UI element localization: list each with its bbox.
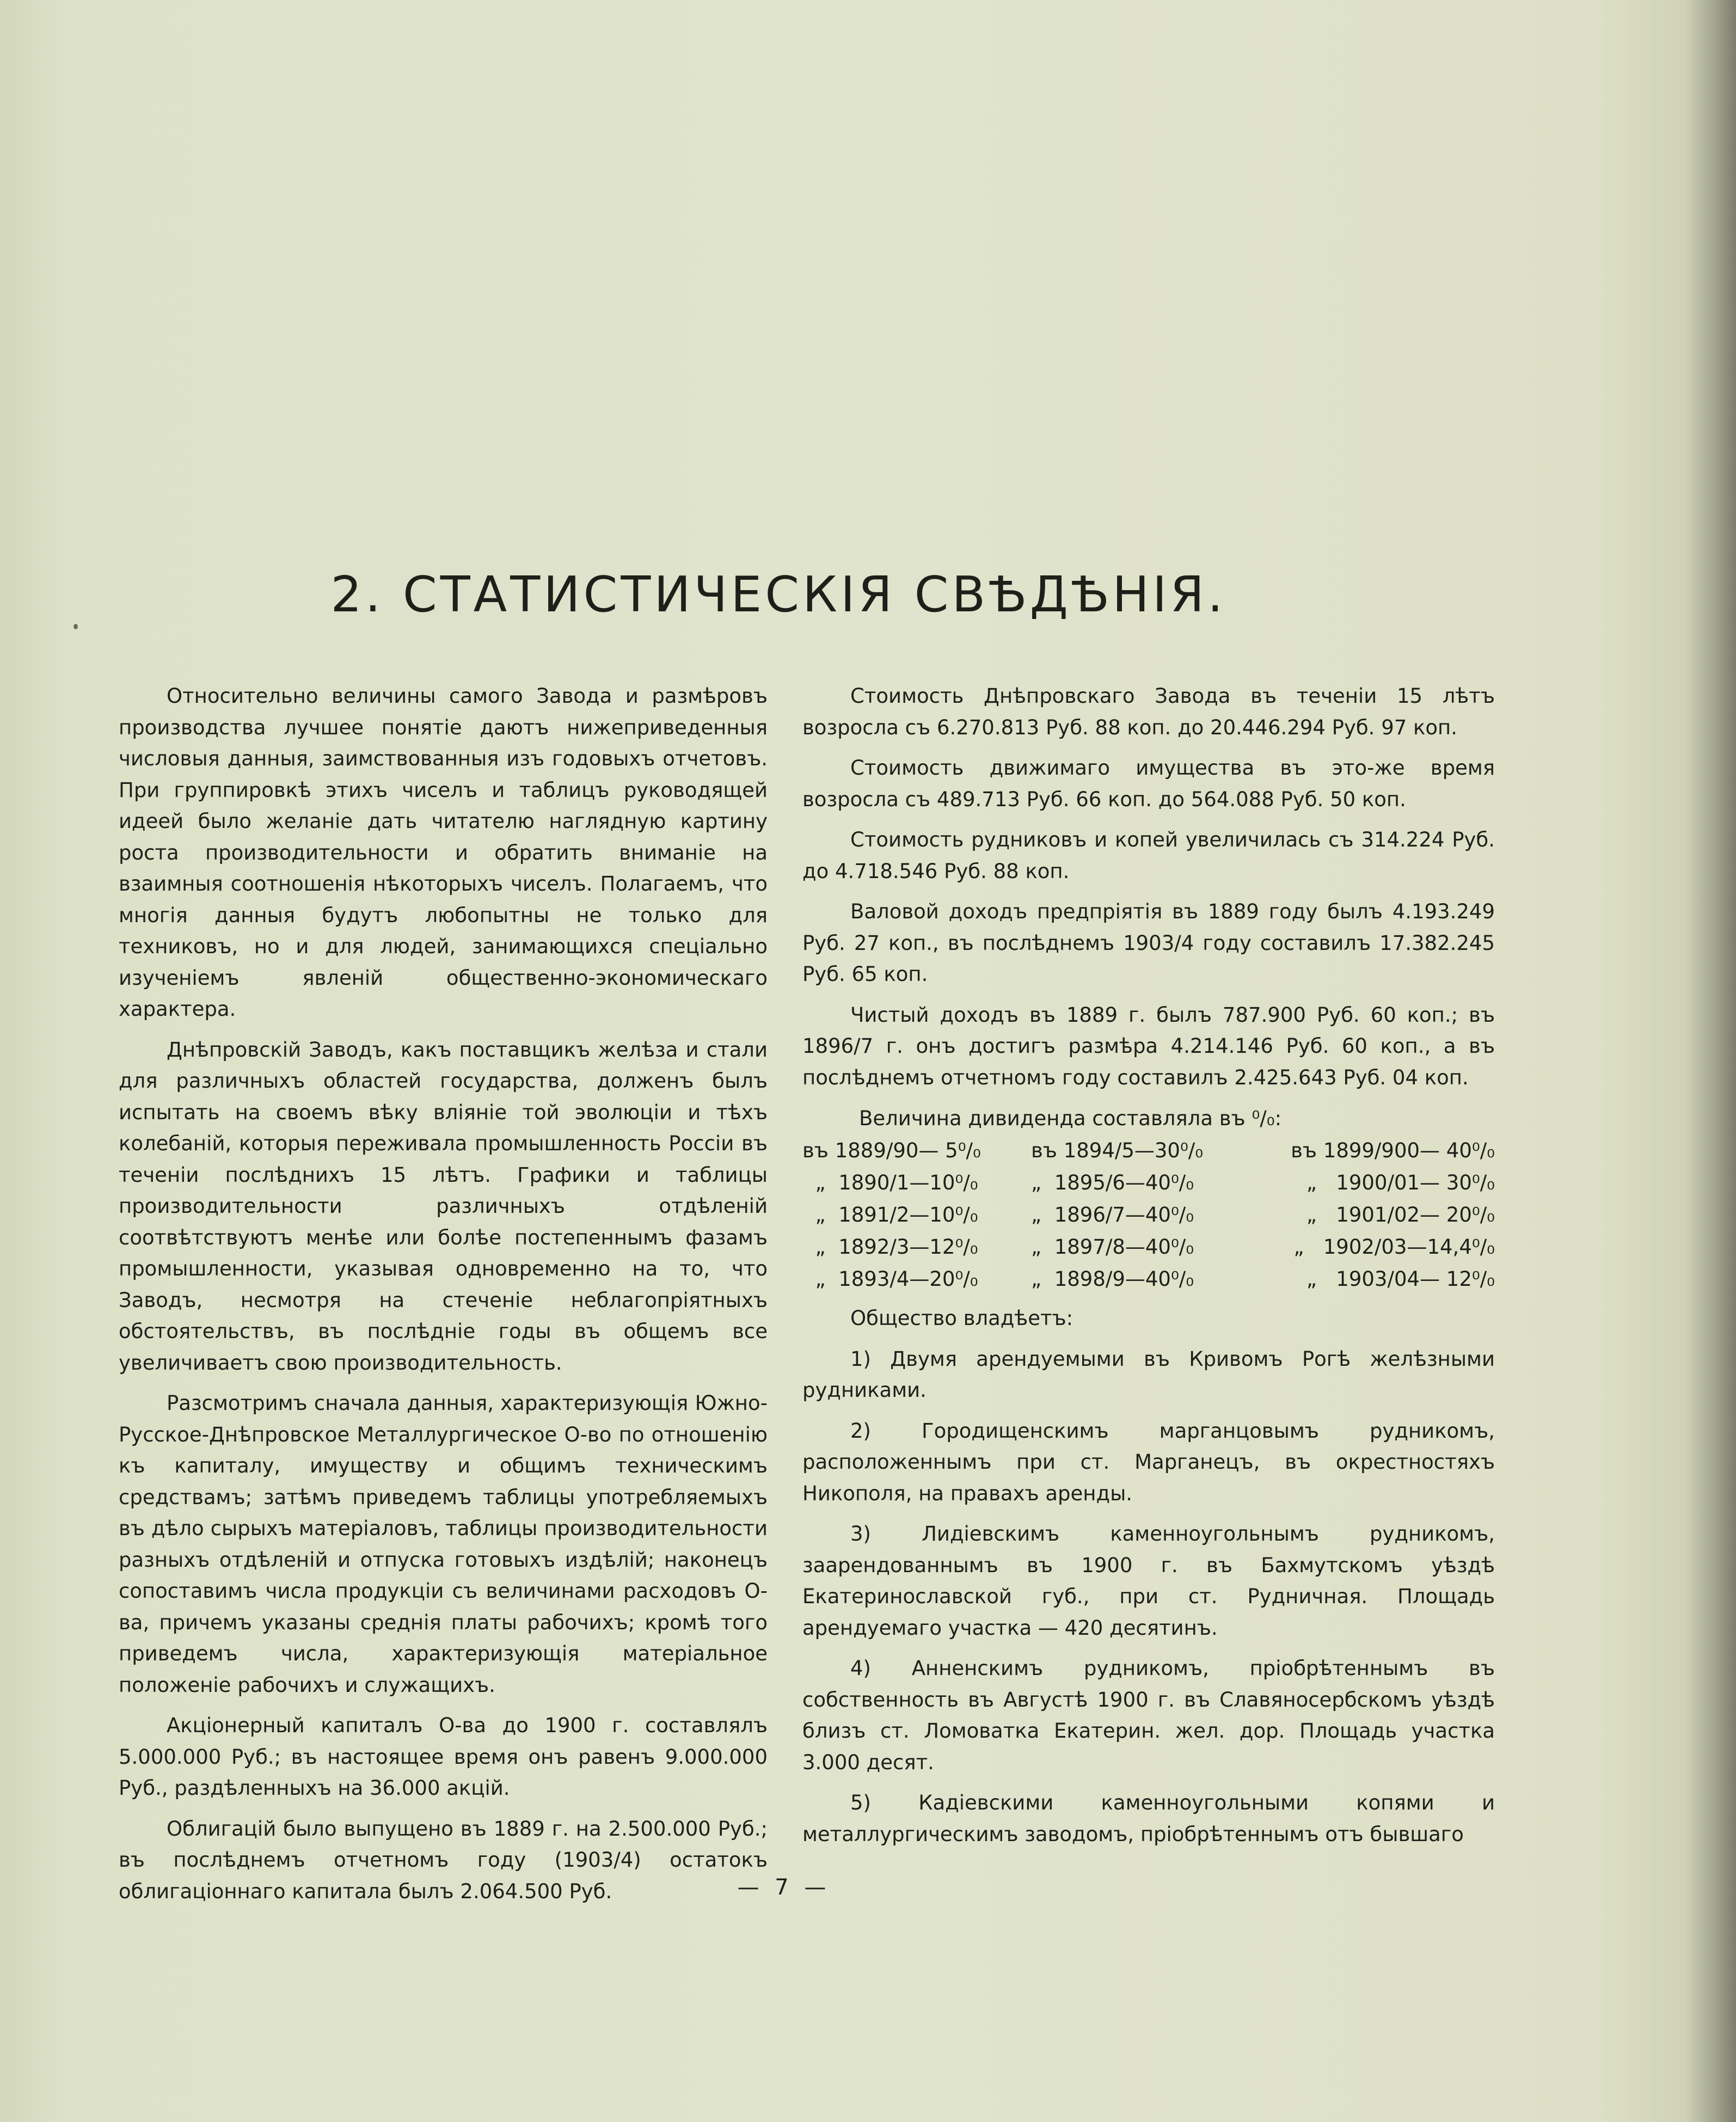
page-edge-shadow bbox=[1687, 0, 1736, 2122]
dividend-cell: „ 1895/6—40⁰/₀ bbox=[1031, 1171, 1194, 1194]
dividend-cell: „ 1896/7—40⁰/₀ bbox=[1031, 1203, 1194, 1226]
paragraph: Валовой доходъ предпріятія въ 1889 году былъ 4.193.249 Руб. 27 коп., въ послѣднемъ 1903/4 году составилъ 17.382.245 Руб. 65 коп. bbox=[802, 900, 1495, 986]
left-column bbox=[119, 680, 768, 1916]
dividend-cell: въ 1889/90— 5⁰/₀ bbox=[802, 1139, 981, 1162]
dividend-cell: „ 1893/4—20⁰/₀ bbox=[802, 1267, 978, 1291]
dividend-title: Величина дивиденда составляла въ ⁰/₀: bbox=[859, 1107, 1282, 1130]
dividend-cell: „ 1903/04— 12⁰/₀ bbox=[1306, 1267, 1495, 1291]
dividend-cell: „ 1897/8—40⁰/₀ bbox=[1031, 1235, 1194, 1259]
dividend-cell: „ 1900/01— 30⁰/₀ bbox=[1306, 1171, 1495, 1194]
paragraph: Стоимость Днѣпровскаго Завода въ теченіи 15 лѣтъ возросла съ 6.270.813 Руб. 88 коп. до 20.446.294 Руб. 97 коп. bbox=[802, 684, 1495, 739]
paragraph: Облигацій было выпущено въ 1889 г. на 2.500.000 Руб.; въ послѣднемъ отчетномъ году (1903/4) остатокъ облигаціоннаго капитала былъ 2.064.500 Руб. bbox=[119, 1817, 768, 1903]
paragraph: Чистый доходъ въ 1889 г. былъ 787.900 Руб. 60 коп.; въ 1896/7 г. онъ достигъ размѣра 4.214.146 Руб. 60 коп., а въ послѣднемъ отчетномъ году составилъ 2.425.643 Руб. 04 коп. bbox=[802, 1003, 1495, 1089]
dividend-row bbox=[802, 1167, 1495, 1199]
dividend-row bbox=[802, 1199, 1495, 1231]
paragraph: Акціонерный капиталъ О-ва до 1900 г. составлялъ 5.000.000 Руб.; въ настоящее время онъ равенъ 9.000.000 Руб., раздѣленныхъ на 36.000 акцій. bbox=[119, 1714, 768, 1800]
dividend-cell: „ 1901/02— 20⁰/₀ bbox=[1306, 1203, 1495, 1226]
dividend-row bbox=[802, 1134, 1495, 1167]
page-number: — 7 — bbox=[737, 1875, 831, 1900]
right-column bbox=[802, 680, 1495, 1859]
list-item: 4) Анненскимъ рудникомъ, пріобрѣтеннымъ въ собственность въ Августѣ 1900 г. въ Славяносербскомъ уѣздѣ близъ ст. Ломоватка Екатерин. жел. дор. Площадь участка 3.000 десят. bbox=[802, 1657, 1495, 1774]
dividend-cell: „ 1902/03—14,4⁰/₀ bbox=[1293, 1235, 1495, 1259]
paragraph: Стоимость рудниковъ и копей увеличилась съ 314.224 Руб. до 4.718.546 Руб. 88 коп. bbox=[802, 828, 1495, 883]
dividend-cell: „ 1892/3—12⁰/₀ bbox=[802, 1235, 978, 1259]
dividend-cell: „ 1898/9—40⁰/₀ bbox=[1031, 1267, 1194, 1291]
paragraph: Днѣпровскій Заводъ, какъ поставщикъ желѣза и стали для различныхъ областей государства, долженъ былъ испытать на своемъ вѣку вліяніе той эволюціи и тѣхъ колебаній, которыя переживала промышленность Россіи въ теченіи послѣднихъ 15 лѣтъ. Графики и таблицы производительности различныхъ отдѣленій соотвѣтствуютъ менѣе или болѣе постепеннымъ фазамъ промышленности, указывая одновременно на то, что Заводъ, несмотря на стеченіе неблагопріятныхъ обстоятельствъ, въ послѣдніе годы въ общемъ все увеличиваетъ свою производительность. bbox=[119, 1038, 768, 1375]
dividend-cell: „ 1891/2—10⁰/₀ bbox=[802, 1203, 978, 1226]
dividend-row bbox=[802, 1231, 1495, 1263]
dividend-cell: въ 1894/5—30⁰/₀ bbox=[1031, 1139, 1204, 1162]
list-item: 3) Лидіевскимъ каменноугольнымъ рудникомъ, заарендованнымъ въ 1900 г. въ Бахмутскомъ уѣздѣ Екатеринославской губ., при ст. Рудничная. Площадь арендуемаго участка — 420 десятинъ. bbox=[802, 1522, 1495, 1640]
dividend-cell: „ 1890/1—10⁰/₀ bbox=[802, 1171, 978, 1194]
dividend-row bbox=[802, 1263, 1495, 1295]
dividend-table bbox=[802, 1102, 1495, 1295]
paragraph: Стоимость движимаго имущества въ это-же время возросла съ 489.713 Руб. 66 коп. до 564.088 Руб. 50 коп. bbox=[802, 756, 1495, 811]
paragraph: Общество владѣетъ: bbox=[850, 1307, 1074, 1330]
margin-speck bbox=[73, 624, 78, 629]
list-item: 1) Двумя арендуемыми въ Кривомъ Рогѣ желѣзными рудниками. bbox=[802, 1347, 1495, 1402]
paragraph: Разсмотримъ сначала данныя, характеризующія Южно-Русское-Днѣпровское Металлургическое О-во по отношенію къ капиталу, имуществу и общимъ техническимъ средствамъ; затѣмъ приведемъ таблицы употребляемыхъ въ дѣло сырыхъ матеріаловъ, таблицы производительности разныхъ отдѣленій и отпуска готовыхъ издѣлій; наконецъ сопоставимъ числа продукціи съ величинами расходовъ О-ва, причемъ указаны среднія платы рабочихъ; кромѣ того приведемъ числа, характеризующія матеріальное положеніе рабочихъ и служащихъ. bbox=[119, 1391, 768, 1697]
list-item: 5) Кадіевскими каменноугольными копями и металлургическимъ заводомъ, пріобрѣтеннымъ отъ бывшаго bbox=[802, 1791, 1495, 1846]
list-item: 2) Городищенскимъ марганцовымъ рудникомъ, расположеннымъ при ст. Марганецъ, въ окрестностяхъ Никополя, на правахъ аренды. bbox=[802, 1419, 1495, 1505]
section-title: 2. СТАТИСТИЧЕСКIЯ СВѢДѢНIЯ. bbox=[330, 566, 1226, 623]
paragraph: Относительно величины самого Завода и размѣровъ производства лучшее понятіе даютъ нижеприведенныя числовыя данныя, заимствованныя изъ годовыхъ отчетовъ. При группировкѣ этихъ чиселъ и таблицъ руководящей идеей было желаніе дать читателю наглядную картину роста производительности и обратить вниманіе на взаимныя соотношенія нѣкоторыхъ чиселъ. Полагаемъ, что многія данныя будутъ любопытны не только для техниковъ, но и для людей, занимающихся спеціально изученіемъ явленій общественно-экономическаго характера. bbox=[119, 684, 768, 1021]
dividend-cell: въ 1899/900— 40⁰/₀ bbox=[1291, 1139, 1495, 1162]
